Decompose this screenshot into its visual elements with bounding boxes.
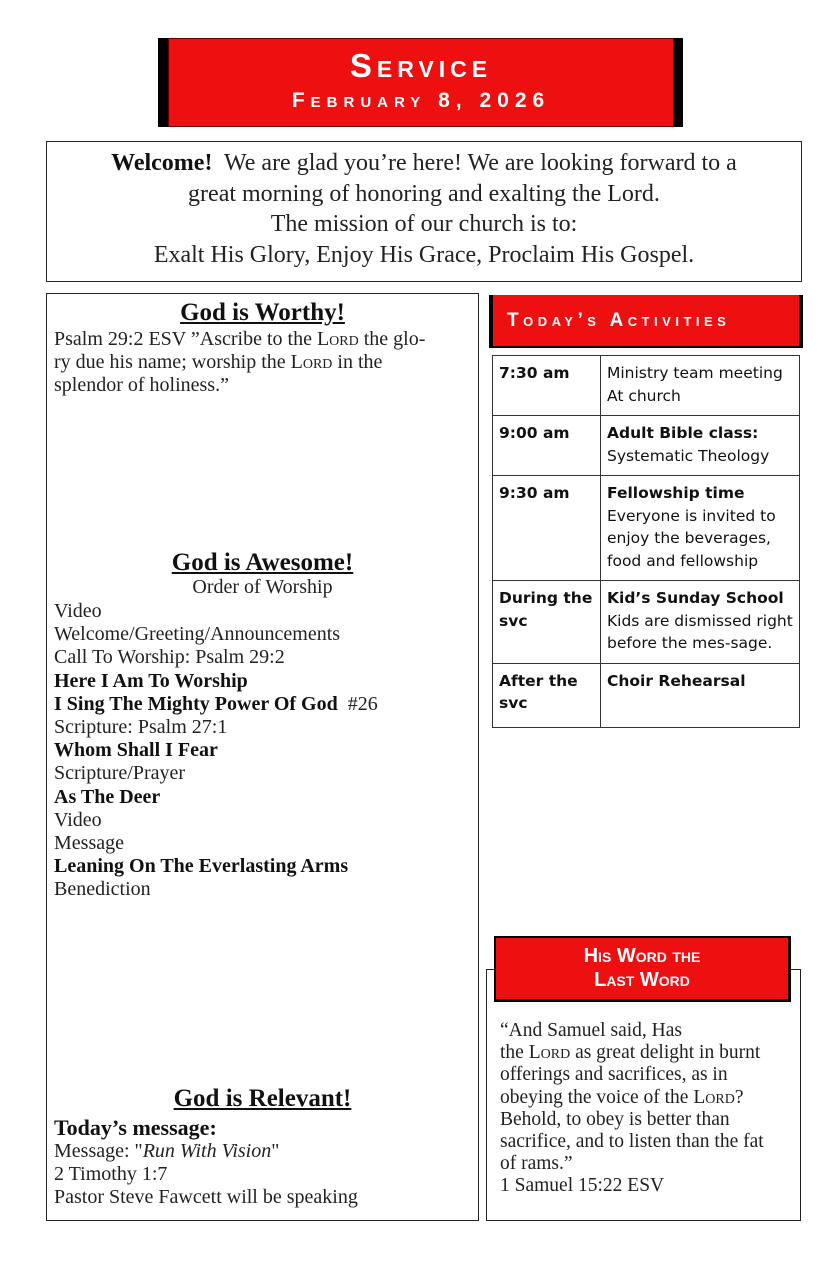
activities-heading: Today’s Activities [493, 295, 799, 346]
activity-description: Systematic Theology [607, 446, 770, 465]
service-title: Service [349, 47, 493, 84]
worthy-line-3: splendor of holiness.” [54, 374, 229, 397]
quote-line-1: “And Samuel said, Has [500, 1020, 682, 1041]
todays-message-label: Today’s message: [54, 1115, 217, 1140]
worship-item-text: Call To Worship: Psalm 29:2 [54, 646, 285, 669]
worship-item [54, 693, 378, 716]
message-line [54, 1140, 358, 1163]
message-details [54, 1140, 358, 1210]
worship-item-text: Video [54, 808, 102, 831]
his-word-heading-line-1: His Word the [583, 945, 701, 967]
activity-title: Choir Rehearsal [607, 671, 746, 690]
worship-item-text: Welcome/Greeting/Announcements [54, 623, 341, 646]
activity-description: Kids are dismissed right before the mes-sage. [607, 611, 793, 652]
worship-item [54, 855, 378, 878]
activity-time: 7:30 am [493, 356, 601, 416]
worthy-line-1b: the glo- [358, 328, 426, 350]
activity-details [601, 581, 800, 664]
welcome-line-2: great morning of honoring and exalting the Lord. [188, 180, 660, 207]
worship-item-text: Scripture/Prayer [54, 762, 186, 785]
order-of-worship-list [54, 600, 378, 902]
quote-line-5: Behold, to obey is better than [500, 1108, 730, 1130]
worship-item [54, 832, 378, 855]
message-scripture: 2 Timothy 1:7 [54, 1163, 168, 1186]
lord-smallcaps: Lord [290, 351, 333, 374]
relevant-heading: God is Relevant! [173, 1085, 352, 1112]
quote-reference: 1 Samuel 15:22 ESV [500, 1175, 665, 1197]
activity-row [493, 476, 800, 581]
worthy-line-1 [54, 328, 425, 351]
worship-item [54, 762, 378, 785]
worship-item-text: Whom Shall I Fear [54, 739, 218, 762]
his-word-heading-line-2: Last Word [594, 969, 690, 991]
worship-item [54, 739, 378, 762]
worship-item [54, 786, 378, 809]
activity-description: Ministry team meeting At church [607, 364, 783, 405]
activity-title: Adult Bible class: [607, 424, 759, 442]
activity-row [493, 663, 800, 727]
quote-line-6: sacrifice, and to listen than the fat [500, 1131, 764, 1153]
quote-line-4 [500, 1087, 795, 1109]
worship-item-text: Leaning On The Everlasting Arms [54, 855, 349, 878]
worthy-line-1a: Psalm 29:2 ESV ”Ascribe to the [54, 328, 317, 350]
lord-smallcaps: Lord [528, 1042, 571, 1064]
quote-line-4b: ? [734, 1086, 744, 1108]
worship-item [54, 809, 378, 832]
activity-title: Fellowship time [607, 484, 745, 502]
welcome-box [46, 141, 802, 282]
worship-item [54, 878, 378, 901]
quote-line-3: offerings and sacrifices, as in [500, 1064, 728, 1086]
order-of-worship-label: Order of Worship [192, 576, 333, 598]
activity-time: 9:30 am [493, 476, 601, 581]
welcome-greeting: Welcome! [111, 150, 213, 176]
worthy-line-2a: ry due his name; worship the [54, 351, 291, 374]
his-word-heading [496, 938, 788, 999]
activity-details [601, 356, 800, 416]
worship-item [54, 670, 378, 693]
activity-row [493, 356, 800, 416]
message-suffix: " [271, 1140, 280, 1162]
welcome-line-1-rest: We are glad you’re here! We are looking forward to a [224, 150, 737, 176]
activity-time: 9:00 am [493, 416, 601, 476]
activity-time: During the svc [493, 581, 601, 664]
worship-item [54, 623, 378, 646]
quote-line-2a: the [500, 1042, 529, 1064]
worship-item [54, 600, 378, 623]
worship-item-text: I Sing The Mighty Power Of God [54, 692, 338, 715]
service-date: February 8, 2026 [291, 89, 551, 112]
activity-time: After the svc [493, 663, 601, 727]
quote-line-2 [500, 1042, 795, 1064]
worship-item [54, 646, 378, 669]
lord-smallcaps: Lord [316, 328, 359, 350]
awesome-heading: God is Awesome! [171, 549, 354, 576]
hymn-number: #26 [337, 692, 378, 715]
worship-item-text: As The Deer [54, 785, 161, 808]
lord-smallcaps: Lord [693, 1086, 735, 1108]
activity-description: Everyone is invited to enjoy the beverages, food and fellowship [607, 506, 776, 570]
activity-row [493, 581, 800, 664]
activity-details [601, 476, 800, 581]
activities-table [492, 355, 800, 728]
message-title: Run With Vision [142, 1140, 272, 1162]
worship-item-text: Scripture: Psalm 27:1 [54, 716, 228, 739]
quote-line-7: of rams.” [500, 1153, 573, 1175]
activity-details [601, 663, 800, 727]
worthy-line-2 [54, 351, 425, 374]
quote-line-2b: as great delight in burnt [570, 1042, 761, 1064]
worship-item-text: Video [54, 600, 102, 622]
worthy-scripture [54, 328, 425, 398]
activity-row [493, 416, 800, 476]
worship-panel [46, 293, 479, 1221]
worthy-heading: God is Worthy! [180, 299, 345, 326]
welcome-line-1 [47, 148, 801, 179]
message-speaker: Pastor Steve Fawcett will be speaking [54, 1186, 358, 1209]
activity-details [601, 416, 800, 476]
welcome-line-3: The mission of our church is to: [270, 211, 578, 237]
worship-item [54, 716, 378, 739]
worship-item-text: Benediction [54, 878, 151, 901]
worship-item-text: Here I Am To Worship [54, 669, 248, 692]
worthy-line-2b: in the [332, 351, 383, 374]
quote-line-4a: obeying the voice of the [500, 1086, 694, 1108]
his-word-quote [500, 1020, 795, 1198]
worship-item-text: Message [54, 832, 124, 855]
service-header [168, 38, 674, 127]
message-prefix: Message: " [54, 1140, 143, 1162]
welcome-line-4: Exalt His Glory, Enjoy His Grace, Proclaim His Gospel. [153, 241, 695, 268]
activity-title: Kid’s Sunday School [607, 589, 784, 607]
